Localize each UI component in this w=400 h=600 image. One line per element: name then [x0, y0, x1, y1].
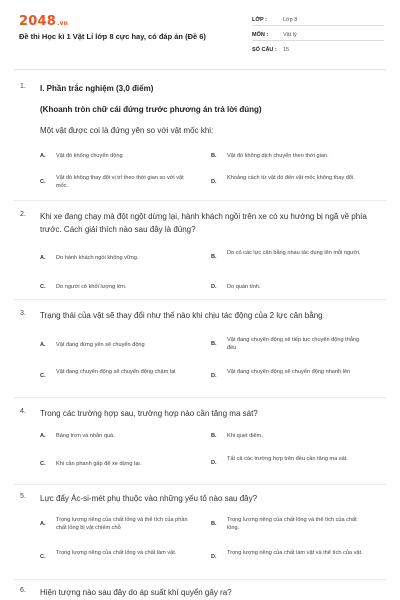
logo-main: 2048 — [19, 14, 56, 29]
meta-divider — [252, 40, 384, 41]
option-text: Do người có khối lượng lớn. — [56, 284, 127, 290]
option-label: B. — [211, 341, 217, 347]
option-text: Khi quẹt diêm. — [227, 433, 263, 439]
question-text: Lực đẩy Ác-si-mét phụ thuộc vào những yếu tố nào sau đây? — [40, 494, 258, 503]
option-label: D. — [211, 554, 217, 560]
meta-value: 15 — [283, 47, 290, 53]
option-text: Tất cả các trường hợp trên đều cần tăng ma sát. — [227, 456, 348, 462]
option-label: A. — [40, 153, 46, 159]
option-text: Trọng lượng riêng của chất lỏng và chất làm vật. — [56, 550, 177, 556]
option-text: Vật đang chuyển động sẽ tiếp tục chuyển động thẳng đều — [227, 337, 360, 351]
option-label: D. — [211, 179, 217, 185]
option-text: Do quán tính. — [227, 284, 261, 290]
option-label: C. — [40, 284, 46, 290]
question-number: 4. — [20, 408, 26, 415]
option-label: A. — [40, 255, 46, 261]
page-title: Đề thi Học kì 1 Vật Lí lớp 8 cực hay, có đáp án (Đề 6) — [19, 32, 206, 41]
meta-key: SỐ CÂU : — [252, 47, 277, 53]
question-text: Khi xe đang chạy mà đột ngột dừng lại, hành khách ngồi trên xe có xu hướng bị ngã về phía trước. Cách giải thích nào sau đây là đúng? — [40, 212, 367, 234]
option-text: Vật đang đứng yên sẽ chuyển động — [56, 342, 145, 348]
question-number: 5. — [20, 493, 26, 500]
section-heading: I. Phần trắc nghiệm (3,0 điểm) — [40, 84, 154, 93]
question-divider — [14, 200, 386, 201]
option-text: Trọng lượng riêng của chất làm vật và thể tích của vật. — [227, 550, 363, 556]
section-instruction: (Khoanh tròn chữ cái đứng trước phương án trả lời đúng) — [40, 105, 262, 114]
question-number: 2. — [20, 211, 26, 218]
site-logo[interactable] — [19, 14, 68, 29]
option-text: Bảng trơn và nhẵn quá. — [56, 433, 115, 439]
question-number: 6. — [20, 587, 26, 594]
option-label: A. — [40, 342, 46, 348]
question-text: Một vật được coi là đứng yên so với vật mốc khi: — [40, 126, 214, 135]
question-number: 3. — [20, 310, 26, 317]
option-label: B. — [211, 433, 217, 439]
meta-value: Lớp 8 — [283, 17, 298, 23]
question-text: Hiện tượng nào sau đây do áp suất khí quyển gây ra? — [40, 588, 232, 597]
option-text: Vật đó không dịch chuyển theo thời gian. — [227, 153, 329, 159]
option-label: B. — [211, 254, 217, 260]
option-label: C. — [40, 554, 46, 560]
option-label: C. — [40, 373, 46, 379]
option-text: Khoảng cách từ vật đó đến vật mốc không thay đổi. — [227, 175, 355, 181]
option-text: Khi cần phanh gấp để xe dừng lại. — [56, 461, 142, 467]
meta-value: Vật lý — [283, 32, 297, 38]
option-text: Trọng lượng riêng của chất lỏng và thể tích của phần chất lỏng bị vật chiếm chỗ — [56, 517, 188, 531]
logo-suffix: .vn — [56, 20, 69, 27]
question-text: Trong các trường hợp sau, trường hợp nào cần tăng ma sát? — [40, 409, 258, 418]
option-label: B. — [211, 521, 217, 527]
option-text: Vật đó không chuyển động — [56, 153, 123, 159]
meta-key: MÔN : — [252, 32, 269, 38]
meta-divider — [252, 25, 384, 26]
option-text: Do hành khách ngồi không vững. — [56, 255, 139, 261]
option-text: Do có các lực cân bằng nhau tác dụng lên mỗi người. — [227, 250, 361, 256]
option-text: Trọng lượng riêng của chất lỏng và thể tích của chất lỏng. — [227, 517, 357, 531]
option-label: D. — [211, 373, 217, 379]
option-text: Vật đang chuyển động sẽ chuyển động nhanh lên — [227, 369, 351, 375]
option-label: C. — [40, 179, 46, 185]
option-label: A. — [40, 521, 46, 527]
option-text: Vật đó không thay đổi vị trí theo thời gian so với vật mốc. — [56, 175, 184, 189]
option-label: A. — [40, 433, 46, 439]
question-divider — [14, 397, 386, 398]
header-divider — [14, 69, 386, 70]
option-label: D. — [211, 460, 217, 466]
page-header — [0, 0, 400, 68]
option-label: C. — [40, 461, 46, 467]
question-number: 1. — [20, 83, 26, 90]
question-divider — [14, 579, 386, 580]
meta-key: LỚP : — [252, 17, 267, 23]
question-divider — [14, 299, 386, 300]
question-text: Trạng thái của vật sẽ thay đổi như thế nào khi chịu tác động của 2 lực cân bằng — [40, 311, 323, 320]
option-text: Vật đang chuyển động sẽ chuyển động chậm lại — [56, 369, 176, 375]
option-label: D. — [211, 284, 217, 290]
option-label: B. — [211, 153, 217, 159]
question-divider — [14, 484, 386, 485]
